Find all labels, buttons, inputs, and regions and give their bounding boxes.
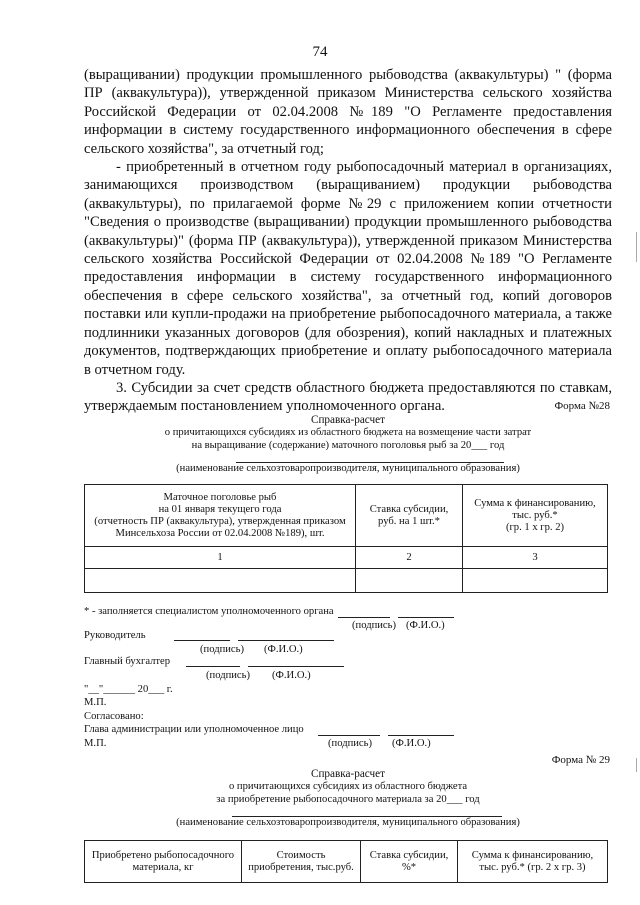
date-line[interactable]: "__"______ 20___ г. [84,684,173,695]
paragraph-3: 3. Субсидии за счет средств областного бюджета предоставляются по ставкам, утверждаемым постановлением уполномоченного органа. [84,379,612,415]
form29-subtitle-2: за приобретение рыбопосадочного материала за 20___ год [216,794,480,805]
accountant-fio-caption: (Ф.И.О.) [272,670,311,681]
table-cell[interactable] [463,569,608,593]
admin-fio-line[interactable] [388,735,454,736]
table-cell[interactable] [356,569,463,593]
form29-label: Форма № 29 [551,754,610,766]
signature-caption: (подпись) [352,620,396,631]
admin-label: Глава администрации или уполномоченное лицо [84,724,304,735]
fio-line[interactable] [398,617,454,618]
form29-col3-header: Ставка субсидии, %* [361,841,458,883]
admin-signature-caption: (подпись) [328,738,372,749]
paragraph-2: - приобретенный в отчетном году рыбопосадочный материал в организациях, занимающихся производством (выращиванием) продукции рыбоводства (аквакультуры), по прилагаемой форме №29 с приложением копии отчетности "Сведения о производстве (выращивании) продукции промышленного рыбоводства (аквакультуры)" (форма ПР (аквакультура)), утвержденной приказом Министерства сельского хозяйства Российской Федерации от 02.04.2008 №189 "О Регламенте предоставления информации в систему государственного информационного обеспечения в сфере сельского хозяйства", за отчетный год, копий договоров поставки или купли-продажи на приобретение рыбопосадочного материала, а также подлинники указанных договоров (для обозрения), копий накладных и платежных документов, подтверждающих приобретение и оплату рыбопосадочного материала в отчетном году. [84,159,612,378]
head-fio-line[interactable] [238,640,334,641]
fio-caption: (Ф.И.О.) [406,620,445,631]
table-header-row [85,841,608,883]
table-header-row [85,485,608,547]
table-cell: 1 [85,547,356,569]
form29-name-caption: (наименование сельхозтоваропроизводителя, муниципального образования) [176,817,520,828]
form28-col1-header: Маточное поголовье рыб на 01 января текущего года (отчетность ПР (аквакультура), утвержденная приказом Минсельхоза России от 02.04.2008 №189), шт. [85,485,356,547]
signature-line[interactable] [338,617,390,618]
stamp-place-2: М.П. [84,738,107,749]
stamp-place-1: М.П. [84,697,107,708]
form29-table [84,840,608,883]
accountant-fio-line[interactable] [248,666,344,667]
form29-col2-header: Стоимость приобретения, тыс.руб. [242,841,361,883]
form28-name-caption: (наименование сельхозтоваропроизводителя, муниципального образования) [176,463,520,474]
form28-title: Справка-расчет [310,414,386,426]
head-fio-caption: (Ф.И.О.) [264,644,303,655]
head-signature-caption: (подпись) [200,644,244,655]
scan-edge-mark [636,232,637,262]
table-cell[interactable] [85,569,356,593]
accountant-signature-line[interactable] [186,666,240,667]
form28-col3-header: Сумма к финансированию, тыс. руб.* (гр. 1 х гр. 2) [463,485,608,547]
form28-subtitle-2: на выращивание (содержание) маточного поголовья рыб за 20___ год [191,440,505,451]
table-row [85,569,608,593]
form29-title: Справка-расчет [310,768,386,780]
admin-fio-caption: (Ф.И.О.) [392,738,431,749]
agreed-label: Согласовано: [84,711,144,722]
head-signature-line[interactable] [174,640,230,641]
form28-table [84,484,608,593]
form28-col2-header: Ставка субсидии, руб. на 1 шт.* [356,485,463,547]
form28-label: Форма №28 [554,400,610,412]
form28-subtitle-1: о причитающихся субсидиях из областного бюджета на возмещение части затрат [164,427,532,438]
admin-signature-line[interactable] [318,735,380,736]
table-cell: 2 [356,547,463,569]
page-number: 74 [312,44,328,60]
head-label: Руководитель [84,630,146,641]
table-cell: 3 [463,547,608,569]
accountant-signature-caption: (подпись) [206,670,250,681]
accountant-label: Главный бухгалтер [84,656,171,667]
form29-subtitle-1: о причитающихся субсидиях из областного бюджета [228,781,468,792]
scan-edge-mark [636,758,637,772]
main-text [84,66,612,416]
form28-footnote: * - заполняется специалистом уполномоченного органа [84,606,334,617]
table-number-row [85,547,608,569]
paragraph-1: (выращивании) продукции промышленного рыбоводства (аквакультуры) " (форма ПР (аквакультура)), утвержденной приказом Министерства сельского хозяйства Российской Федерации от 02.04.2008 №189 "О Регламенте предоставления информации в систему государственного информационного обеспечения в сфере сельского хозяйства", за отчетный год; [84,67,612,157]
form29-col4-header: Сумма к финансированию, тыс. руб.* (гр. 2 х гр. 3) [458,841,608,883]
form29-col1-header: Приобретено рыбопосадочного материала, кг [85,841,242,883]
